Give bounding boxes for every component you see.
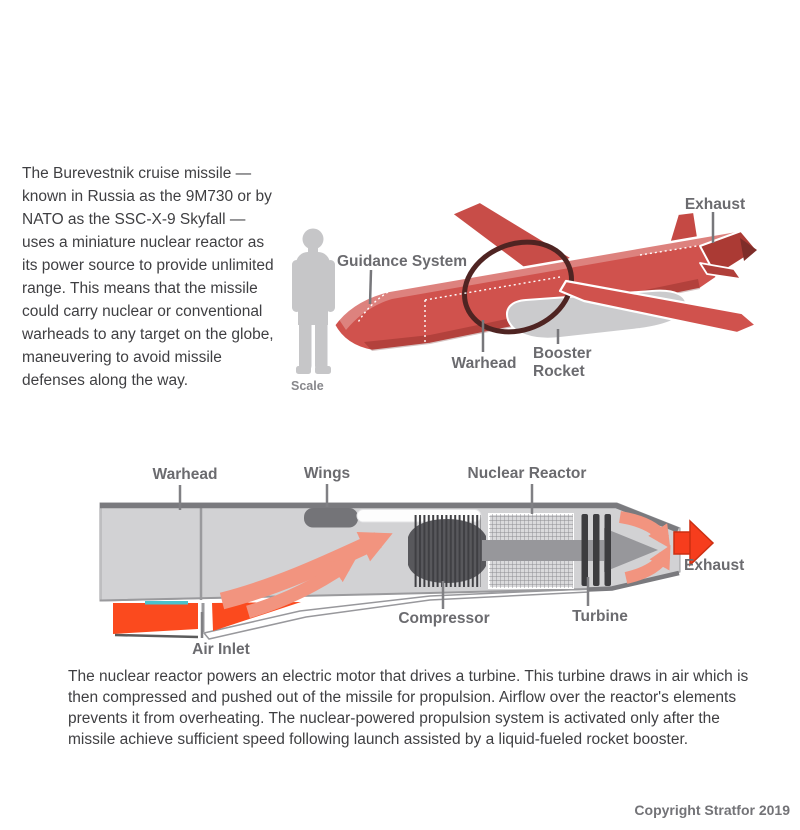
missile-illustration bbox=[334, 202, 757, 351]
inlet-underline bbox=[115, 635, 198, 637]
silhouette-right-foot bbox=[315, 366, 331, 374]
label-exhaust-top: Exhaust bbox=[684, 196, 746, 213]
label-exhaust-cutaway: Exhaust bbox=[684, 557, 745, 574]
copyright-notice: Copyright Stratfor 2019 bbox=[634, 802, 790, 818]
silhouette-left-leg bbox=[299, 318, 312, 371]
exhaust-arrow-shaft bbox=[674, 532, 691, 554]
label-nuclear-reactor: Nuclear Reactor bbox=[467, 465, 587, 482]
label-wings: Wings bbox=[303, 465, 351, 482]
description-paragraph: The nuclear reactor powers an electric motor that drives a turbine. This turbine draws in air which is then compressed and pushed out of the missile for propulsion. Airflow over the reactor's elements prevents it from overheating. The nuclear-powered propulsion system is activated only after the missile achieve sufficient speed following launch assisted by a liquid-fueled rocket booster. bbox=[68, 668, 749, 748]
scale-figure-silhouette bbox=[292, 229, 335, 375]
label-warhead-cutaway: Warhead bbox=[152, 466, 218, 483]
silhouette-left-foot bbox=[296, 366, 311, 374]
turbine-bar bbox=[605, 514, 612, 586]
label-compressor: Compressor bbox=[398, 610, 490, 627]
label-air-inlet: Air Inlet bbox=[192, 641, 250, 658]
scale-label: Scale bbox=[291, 379, 324, 393]
leader-line-guidance bbox=[370, 270, 371, 304]
compressor-stripes bbox=[414, 515, 481, 587]
turbine-bars bbox=[582, 514, 612, 586]
label-turbine: Turbine bbox=[572, 608, 628, 625]
wing-root-graphic bbox=[304, 508, 358, 528]
turbine-bar bbox=[582, 514, 589, 586]
air-inlet-left bbox=[113, 603, 198, 634]
inlet-teal-strip bbox=[145, 601, 188, 605]
label-booster-line2: Rocket bbox=[533, 363, 585, 380]
label-booster-line1: Booster bbox=[533, 345, 592, 362]
label-warhead-top: Warhead bbox=[451, 355, 517, 372]
turbine-bar bbox=[593, 514, 600, 586]
label-guidance-system: Guidance System bbox=[337, 253, 468, 270]
intro-paragraph: The Burevestnik cruise missile — known in Russia as the 9M730 or by NATO as the SSC-X-9 Skyfall — uses a miniature nuclear reactor as its power source to provide unlimited range. This means that the missile could carry nuclear or conventional warheads to any target on the globe, maneuvering to avoid missile defenses along the way. bbox=[22, 165, 274, 389]
silhouette-right-leg bbox=[315, 318, 328, 371]
